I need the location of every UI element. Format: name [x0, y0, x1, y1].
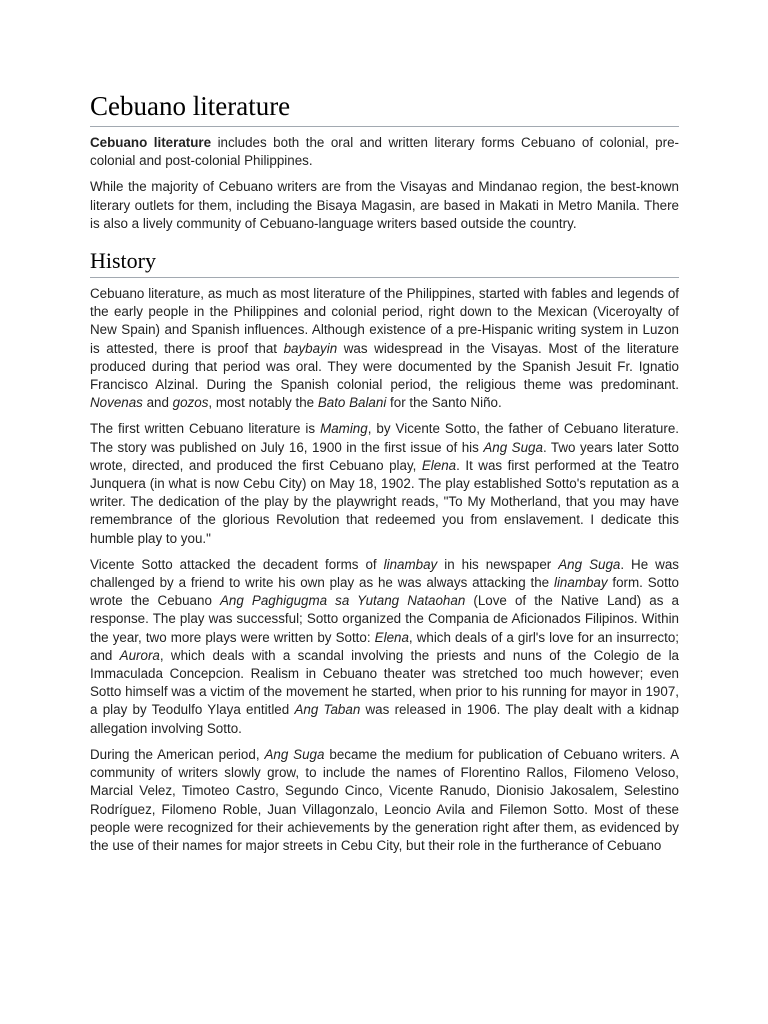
text-run: While the majority of Cebuano writers are from the Visayas and Mindanao region, the best-known literary outlets for them, including the Bisaya Magasin, are based in Makati in Metro Manila. There is also a lively community of Cebuano-language writers based outside the country. [90, 179, 679, 231]
paragraph [90, 178, 679, 233]
text-run: was widespread in the Visayas. Most of the literature produced during that period was oral. They were documented by the Spanish Jesuit Fr. Ignatio Francisco Alzinal. During the Spanish colonial period, the religious theme was predominant. [90, 340, 679, 393]
italic-text: Ang Suga [558, 556, 621, 572]
italic-text: Aurora [119, 647, 160, 663]
text-run: was released in 1906. The play dealt with a kidnap allegation involving Sotto. [90, 702, 679, 736]
text-run: (Love of the Native Land) as a response. The play was successful; Sotto organized the Compania de Aficionados Filipinos. Within the year, two more plays were written by Sotto: [90, 593, 679, 645]
italic-text: gozos [172, 395, 209, 411]
italic-text: Elena [374, 629, 409, 645]
italic-text: Ang Suga [483, 439, 543, 455]
italic-text: Bato Balani [317, 395, 387, 411]
article [90, 88, 679, 863]
text-run: Vicente Sotto attacked the decadent forms of [90, 556, 384, 572]
text-run: for the Santo Niño. [386, 395, 502, 411]
italic-text: linambay [383, 556, 438, 572]
text-run: , which deals of a girl's love for an insurrecto; and [90, 629, 679, 663]
italic-text: linambay [553, 575, 608, 591]
text-run: During the American period, [90, 746, 265, 762]
text-run: in his newspaper [437, 556, 559, 572]
italic-text: Ang Paghigugma sa Yutang Nataohan [219, 593, 466, 609]
text-run: Cebuano literature, as much as most literature of the Philippines, started with fables and legends of the early people in the Philippines and colonial period, right down to the Mexican (Viceroyalty of New Spain) and Spanish influences. Although existence of a pre-Hispanic writing system in Luzon is attested, there is proof that [90, 286, 679, 356]
page-title: Cebuano literature [90, 88, 679, 127]
paragraph [90, 746, 679, 855]
text-run: , most notably the [208, 395, 318, 411]
paragraph [90, 420, 679, 547]
italic-text: Maming [320, 421, 368, 437]
italic-text: Novenas [90, 395, 143, 411]
paragraph [90, 556, 679, 738]
italic-text: Ang Taban [294, 702, 361, 718]
text-run: The first written Cebuano literature is [90, 421, 321, 437]
history-paragraphs [90, 285, 679, 855]
text-run: and [142, 395, 173, 411]
intro-paragraphs [90, 134, 679, 233]
text-run: became the medium for publication of Cebuano writers. A community of writers slowly grow, to include the names of Florentino Rallos, Filomeno Veloso, Marcial Velez, Timoteo Castro, Segundo Cinco, Vicente Ranudo, Dionisio Jakosalem, Selestino Rodríguez, Filomeno Roble, Juan Villagonzalo, Leoncio Avila and Filemon Sotto. Most of these people were recognized for their achievements by the generation right after them, as evidenced by the use of their names for major streets in Cebu City, but their role in the furtherance of Cebuano [90, 746, 679, 853]
text-run: . He was challenged by a friend to write his own play as he was always attacking the [90, 556, 679, 591]
text-run: . It was first performed at the Teatro Junquera (in what is now Cebu City) on May 18, 1902. The play established Sotto's reputation as a writer. The dedication of the play by the playwright reads, "To My Motherland, that you may have remembrance of the glorious Revolution that redeemed you from enslavement. I dedicate this humble play to you." [90, 457, 679, 546]
italic-text: Elena [421, 457, 457, 473]
text-run: , which deals with a scandal involving the priests and nuns of the Colegio de la Immaculada Concepcion. Realism in Cebuano theater was stretched too much however; even Sotto himself was a victim of the movement he started, when prior to his running for mayor in 1907, a play by Teodulfo Ylaya entitled [90, 647, 679, 718]
section-heading-history: History [90, 247, 679, 278]
text-run: , by Vicente Sotto, the father of Cebuano literature. The story was published on July 16, 1900 in the first issue of his [90, 421, 680, 455]
paragraph [90, 134, 679, 170]
paragraph [90, 285, 679, 412]
bold-text: Cebuano literature [90, 135, 212, 150]
text-run: . Two years later Sotto wrote, directed, and produced the first Cebuano play, [90, 439, 679, 473]
text-run: includes both the oral and written literary forms Cebuano of colonial, pre-colonial and post-colonial Philippines. [90, 135, 679, 169]
text-run: form. Sotto wrote the Cebuano [90, 575, 679, 609]
italic-text: Ang Suga [264, 746, 325, 762]
italic-text: baybayin [283, 340, 338, 356]
